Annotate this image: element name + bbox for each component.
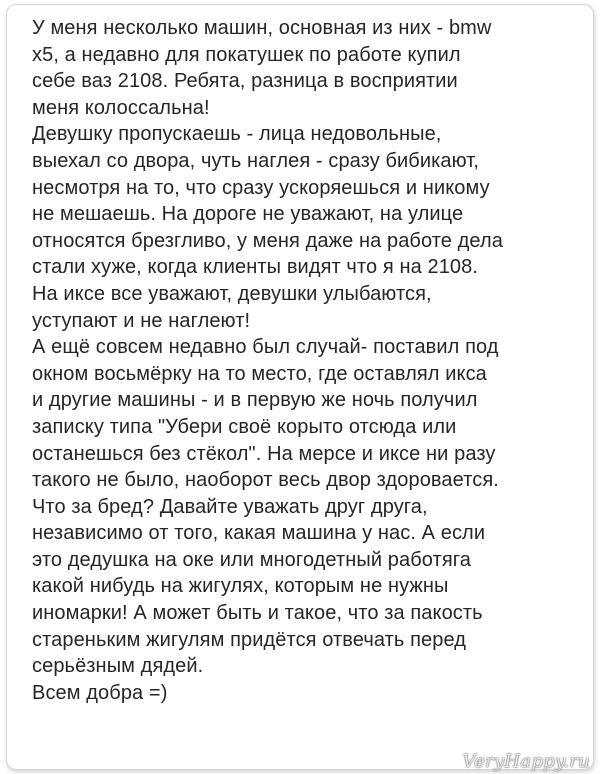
post-line: Девушку пропускаешь - лица недовольные,: [32, 123, 442, 146]
post-line: и другие машины - и в первую же ночь получил: [32, 389, 478, 412]
post-line: записку типа "Убери своё корыто отсюда или: [32, 415, 457, 438]
post-text: [32, 15, 577, 706]
post-line: какой нибудь на жигулях, которым не нужны: [32, 575, 449, 598]
post-line: стареньким жигулям придётся отвечать перед: [32, 628, 467, 651]
post-line: выехал со двора, чуть наглея - сразу бибикают,: [32, 149, 479, 172]
post-line: такого не было, наоборот весь двор здоровается.: [32, 469, 499, 492]
post-line: это дедушка на оке или многодетный работяга: [32, 548, 471, 571]
post-line: не мешаешь. На дороге не уважают, на улице: [32, 203, 464, 226]
post-line: А ещё совсем недавно был случай- поставил под: [32, 336, 499, 359]
post-line: останешься без стёкол". На мерсе и иксе ни разу: [32, 442, 496, 465]
post-line: У меня несколько машин, основная из них - bmw: [32, 17, 492, 39]
post-line: Что за бред? Давайте уважать друг друга,: [32, 495, 428, 518]
post-line: окном восьмёрку на то место, где оставлял икса: [32, 362, 487, 385]
post-line: независимо от того, какая машина у нас. А если: [32, 522, 486, 545]
post-line: На иксе все уважают, девушки улыбаются,: [32, 282, 432, 305]
post-line: уступают и не наглеют!: [32, 309, 251, 332]
post-line: x5, а недавно для покатушек по работе купил: [32, 43, 461, 66]
post-line: относятся брезгливо, у меня даже на работе дела: [32, 229, 503, 252]
post-line: стали хуже, когда клиенты видят что я на 2108.: [32, 256, 479, 279]
post-line: серьёзным дядей.: [32, 655, 204, 678]
site-watermark: VeryHappy.ru: [462, 751, 590, 772]
post-line: несмотря на то, что сразу ускоряешься и никому: [32, 176, 490, 199]
post-line: меня колоссальна!: [32, 96, 210, 119]
post-line: себе ваз 2108. Ребята, разница в восприятии: [32, 70, 458, 93]
post-line: иномарки! А может быть и такое, что за пакость: [32, 602, 483, 625]
post-line: Всем добра =): [32, 681, 168, 704]
post-card: [6, 4, 594, 770]
